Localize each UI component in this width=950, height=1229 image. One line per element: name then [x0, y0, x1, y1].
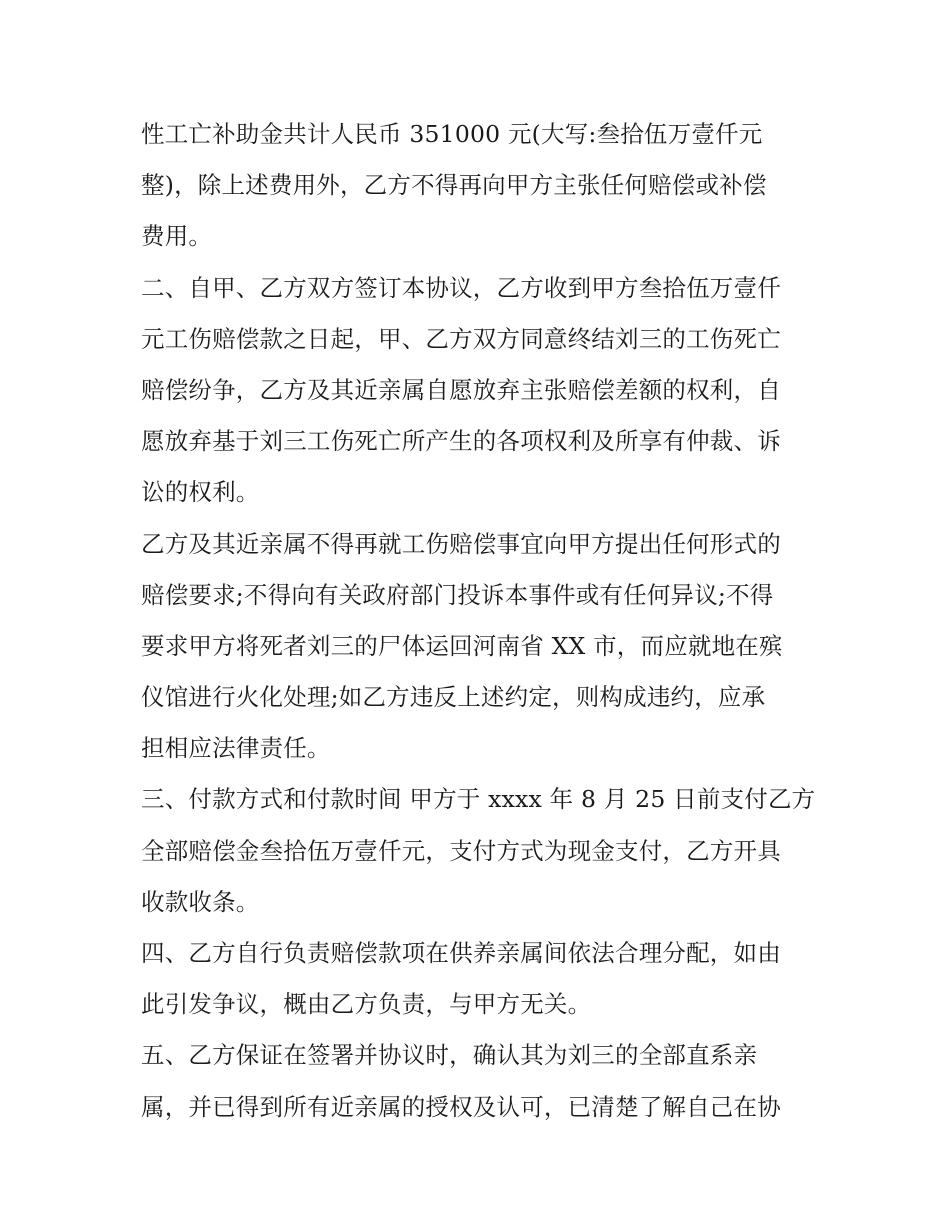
text-line: 三、付款方式和付款时间 甲方于 xxxx 年 8 月 25 日前支付乙方	[141, 785, 816, 814]
text-line: 整)，除上述费用外，乙方不得再向甲方主张任何赔偿或补偿	[141, 171, 767, 200]
text-line: 担相应法律责任。	[141, 734, 331, 763]
text-line: 赔偿纷争，乙方及其近亲属自愿放弃主张赔偿差额的权利，自	[141, 375, 781, 404]
text-line: 全部赔偿金叁拾伍万壹仟元，支付方式为现金支付，乙方开具	[141, 836, 781, 865]
document-body	[141, 109, 816, 1133]
text-line: 四、乙方自行负责赔偿款项在供养亲属间依法合理分配，如由	[141, 939, 781, 967]
text-line: 五、乙方保证在签署并协议时，确认其为刘三的全部直系亲	[141, 1041, 758, 1070]
text-line: 仪馆进行火化处理;如乙方违反上述约定，则构成违约，应承	[141, 683, 766, 712]
text-line: 元工伤赔偿款之日起，甲、乙方双方同意终结刘三的工伤死亡	[141, 324, 781, 353]
text-line: 收款收条。	[141, 887, 260, 916]
text-line: 属，并已得到所有近亲属的授权及认可，已清楚了解自己在协	[141, 1092, 781, 1121]
text-line: 要求甲方将死者刘三的尸体运回河南省 XX 市，而应就地在殡	[141, 631, 783, 660]
text-line: 性工亡补助金共计人民币 351000 元(大写:叁拾伍万壹仟元	[141, 120, 763, 148]
text-line: 费用。	[141, 222, 213, 251]
text-line: 二、自甲、乙方双方签订本协议，乙方收到甲方叁拾伍万壹仟	[141, 273, 781, 302]
text-line: 讼的权利。	[141, 478, 260, 507]
text-line: 愿放弃基于刘三工伤死亡所产生的各项权利及所享有仲裁、诉	[141, 427, 781, 456]
text-line: 赔偿要求;不得向有关政府部门投诉本事件或有任何异议;不得	[141, 580, 774, 609]
text-line: 乙方及其近亲属不得再就工伤赔偿事宜向甲方提出任何形式的	[141, 529, 781, 558]
text-line: 此引发争议，概由乙方负责，与甲方无关。	[141, 990, 592, 1019]
